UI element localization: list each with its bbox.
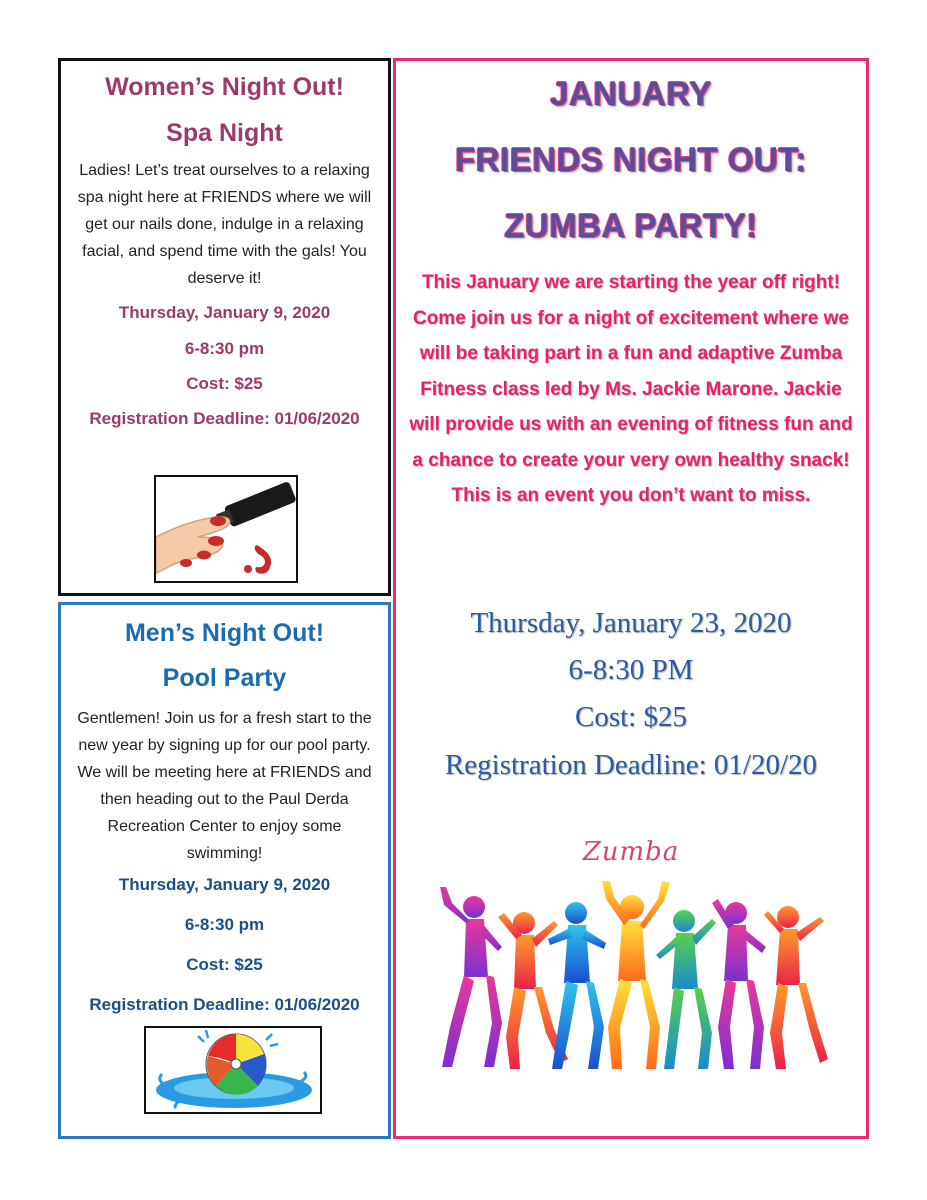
zumba-cost: Cost: $25 <box>575 701 687 733</box>
womens-time: 6-8:30 pm <box>184 339 265 358</box>
mens-title: Men’s Night Out! <box>124 619 325 647</box>
zumba-heading-event: FRIENDS NIGHT OUT: <box>455 141 807 178</box>
zumba-heading-title: ZUMBA PARTY! <box>504 207 758 244</box>
zumba-description: This January we are starting the year off right! Come join us for a night of excitement where we will be taking part in a fun and adaptive Zumba Fitness class led by Ms. Jackie Marone. Jackie will provide us with an evening of fitness fun and a chance to create your very own healthy snack! This is an event you don’t want to miss. <box>409 272 853 506</box>
zumba-logo: Zumba <box>582 837 680 867</box>
dancers-silhouette-icon <box>436 877 830 1073</box>
zumba-time: 6-8:30 PM <box>568 654 694 686</box>
mens-subtitle: Pool Party <box>162 664 287 692</box>
womens-title: Women’s Night Out! <box>105 73 344 101</box>
beach-ball-icon <box>144 1026 322 1114</box>
mens-date: Thursday, January 9, 2020 <box>118 875 331 894</box>
womens-description: Ladies! Let’s treat ourselves to a relaxing spa night here at FRIENDS where we will get our nails done, indulge in a relaxing facial, and spend time with the gals! You deserve it! <box>77 162 372 287</box>
mens-deadline: Registration Deadline: 01/06/2020 <box>89 995 360 1014</box>
mens-night-out-box <box>58 602 391 1139</box>
womens-night-out-box <box>58 58 391 596</box>
mens-description: Gentlemen! Join us for a fresh start to the new year by signing up for our pool party. We will be meeting here at FRIENDS and then heading out to the Paul Derda Recreation Center to enjoy some swimming! <box>77 710 372 862</box>
zumba-deadline: Registration Deadline: 01/20/20 <box>444 749 818 781</box>
womens-cost: Cost: $25 <box>186 374 263 393</box>
mens-time: 6-8:30 pm <box>184 915 265 934</box>
womens-deadline: Registration Deadline: 01/06/2020 <box>89 409 360 428</box>
nail-polish-icon <box>154 475 298 583</box>
zumba-heading-month: JANUARY <box>550 75 712 112</box>
womens-subtitle: Spa Night <box>166 119 283 147</box>
mens-cost: Cost: $25 <box>186 955 263 974</box>
zumba-party-box <box>393 58 869 1139</box>
zumba-date: Thursday, January 23, 2020 <box>470 607 792 639</box>
womens-date: Thursday, January 9, 2020 <box>118 303 331 322</box>
